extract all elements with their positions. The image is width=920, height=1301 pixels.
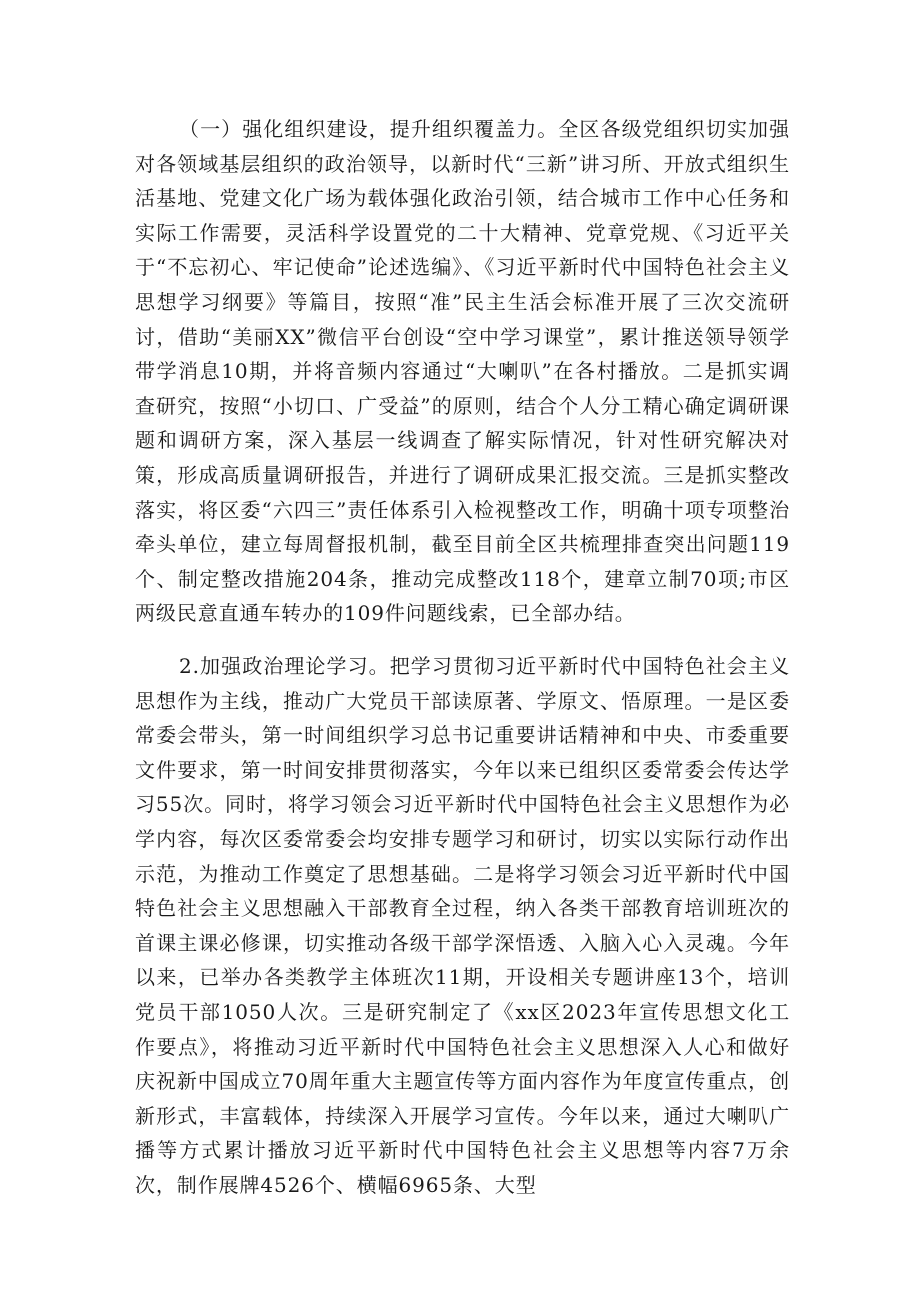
paragraph-organization-building: （一）强化组织建设，提升组织覆盖力。全区各级党组织切实加强对各领域基层组织的政治领导，以新时代“三新”讲习所、开放式组织生活基地、党建文化广场为载体强化政治引领，结合城市工作中心任务和实际工作需要，灵活科学设置党的二十大精神、党章党规、《习近平关于“不忘初心、牢记使命”论述选编》、《习近平新时代中国特色社会主义思想学习纲要》等篇目，按照“准”民主生活会标准开展了三次交流研讨，借助“美丽XX”微信平台创设“空中学习课堂”，累计推送领导领学带学消息10期，并将音频内容通过“大喇叭”在各村播放。二是抓实调查研究，按照“小切口、广受益”的原则，结合个人分工精心确定调研课题和调研方案，深入基层一线调查了解实际情况，针对性研究解决对策，形成高质量调研报告，并进行了调研成果汇报交流。三是抓实整改落实，将区委“六四三”责任体系引入检视整改工作，明确十项专项整治牵头单位，建立每周督报机制，截至目前全区共梳理排查突出问题119个、制定整改措施204条，推动完成整改118个，建章立制70项;市区两级民意直通车转办的109件问题线索，已全部办结。: [135, 117, 790, 626]
paragraph-political-theory-study: 2.加强政治理论学习。把学习贯彻习近平新时代中国特色社会主义思想作为主线，推动广大党员干部读原著、学原文、悟原理。一是区委常委会带头，第一时间组织学习总书记重要讲话精神和中央、市委重要文件要求，第一时间安排贯彻落实，今年以来已组织区委常委会传达学习55次。同时，将学习领会习近平新时代中国特色社会主义思想作为必学内容，每次区委常委会均安排专题学习和研讨，切实以实际行动作出示范，为推动工作奠定了思想基础。二是将学习领会习近平新时代中国特色社会主义思想融入干部教育全过程，纳入各类干部教育培训班次的首课主课必修课，切实推动各级干部学深悟透、入脑入心入灵魂。今年以来，已举办各类教学主体班次11期，开设相关专题讲座13个，培训党员干部1050人次。三是研究制定了《xx区2023年宣传思想文化工作要点》，将推动习近平新时代中国特色社会主义思想深入人心和做好庆祝新中国成立70周年重大主题宣传等方面内容作为年度宣传重点，创新形式，丰富载体，持续深入开展学习宣传。今年以来，通过大喇叭广播等方式累计播放习近平新时代中国特色社会主义思想等内容7万余次，制作展牌4526个、横幅6965条、大型: [135, 654, 790, 1197]
